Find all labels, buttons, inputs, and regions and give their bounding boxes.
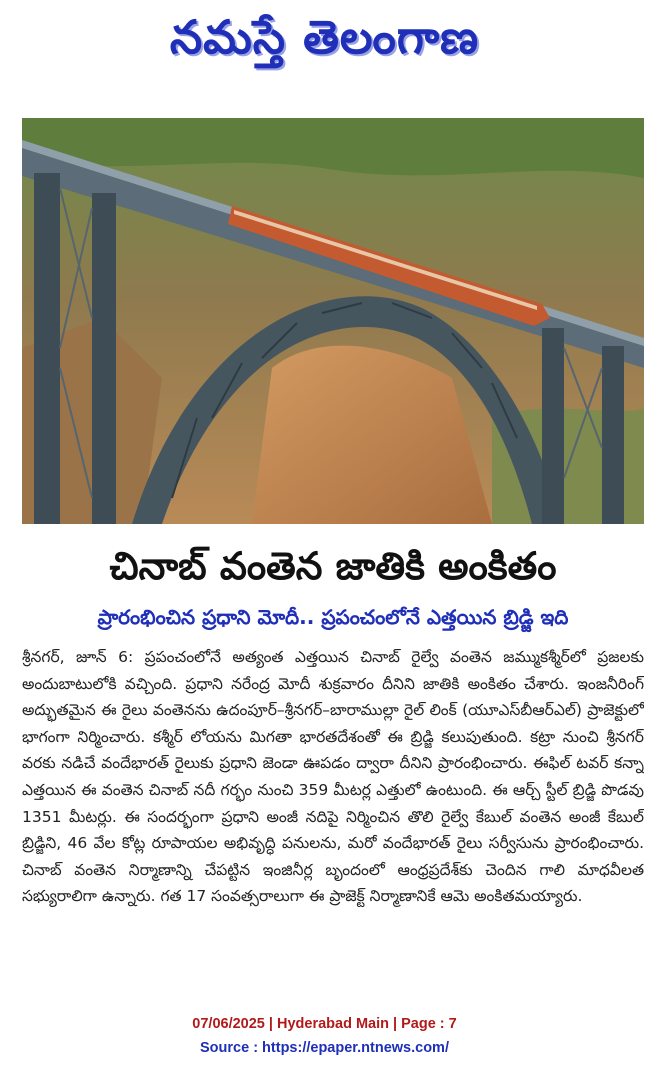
masthead [0, 8, 649, 78]
article-photo [22, 118, 644, 524]
newspaper-title: నమస్తే తెలంగాణ [169, 10, 480, 64]
article-headline: చినాబ్ వంతెన జాతికి అంకితం [109, 544, 557, 588]
page-footer [0, 1012, 649, 1060]
source-link[interactable]: Source : https://epaper.ntnews.com/ [200, 1040, 449, 1056]
article-body: శ్రీనగర్, జూన్ 6: ప్రపంచంలోనే అత్యంత ఎత్తయిన చినాబ్ రైల్వే వంతెన జమ్ముకశ్మీర్‌లో ప్రజలకు అందుబాటులోకి వచ్చింది. ప్రధాని నరేంద్ర మోదీ శుక్రవారం దీనిని జాతికి అంకితం చేశారు. ఇంజనీరింగ్ అద్భుతమైన ఈ రైలు వంతెనను ఉదంపూర్–శ్రీనగర్–బారాముల్లా రైల్ లింక్ (యూఎస్‌బీఆర్‌ఎల్) ప్రాజెక్టులో భాగంగా నిర్మించారు. కశ్మీర్ లోయను మిగతా భారతదేశంతో ఈ బ్రిడ్జి కలుపుతుంది. కట్రా నుంచి శ్రీనగర్ వరకు నడిచే వందేభారత్ రైలుకు ప్రధాని జెండా ఊపడం ద్వారా దీనిని ప్రారంభించారు. ఈఫిల్ టవర్ కన్నా ఎత్తయిన ఈ వంతెన చినాబ్ నదీ గర్భం నుంచి 359 మీటర్ల ఎత్తులో ఉంటుంది. ఈ ఆర్చ్ స్టీల్ బ్రిడ్జి పొడవు 1351 మీటర్లు. ఈ సందర్భంగా ప్రధాని అంజీ నదిపై నిర్మించిన తొలి రైల్వే కేబుల్ వంతెన అంజీ కేబుల్ బ్రిడ్జిని, 46 వేల కోట్ల రూపాయల అభివృద్ధి పనులను, మరో వందేభారత్ రైలు సర్వీసును ప్రారంభించారు. చినాబ్ వంతెన నిర్మాణాన్ని చేపట్టిన ఇంజినీర్ల బృందంలో ఆంధ్రప్రదేశ్‌కు చెందిన గాలి మాధవీలత సభ్యురాలిగా ఉన్నారు. గత 17 సంవత్సరాలుగా ఈ ప్రాజెక్ట్ నిర్మాణానికే ఆమె అంకితమయ్యారు. [22, 648, 644, 906]
article-subheadline: ప్రారంభించిన ప్రధాని మోదీ.. ప్రపంచంలోనే ఎత్తయిన బ్రిడ్జి ఇది [97, 605, 569, 629]
edition-info: 07/06/2025 | Hyderabad Main | Page : 7 [192, 1016, 457, 1032]
